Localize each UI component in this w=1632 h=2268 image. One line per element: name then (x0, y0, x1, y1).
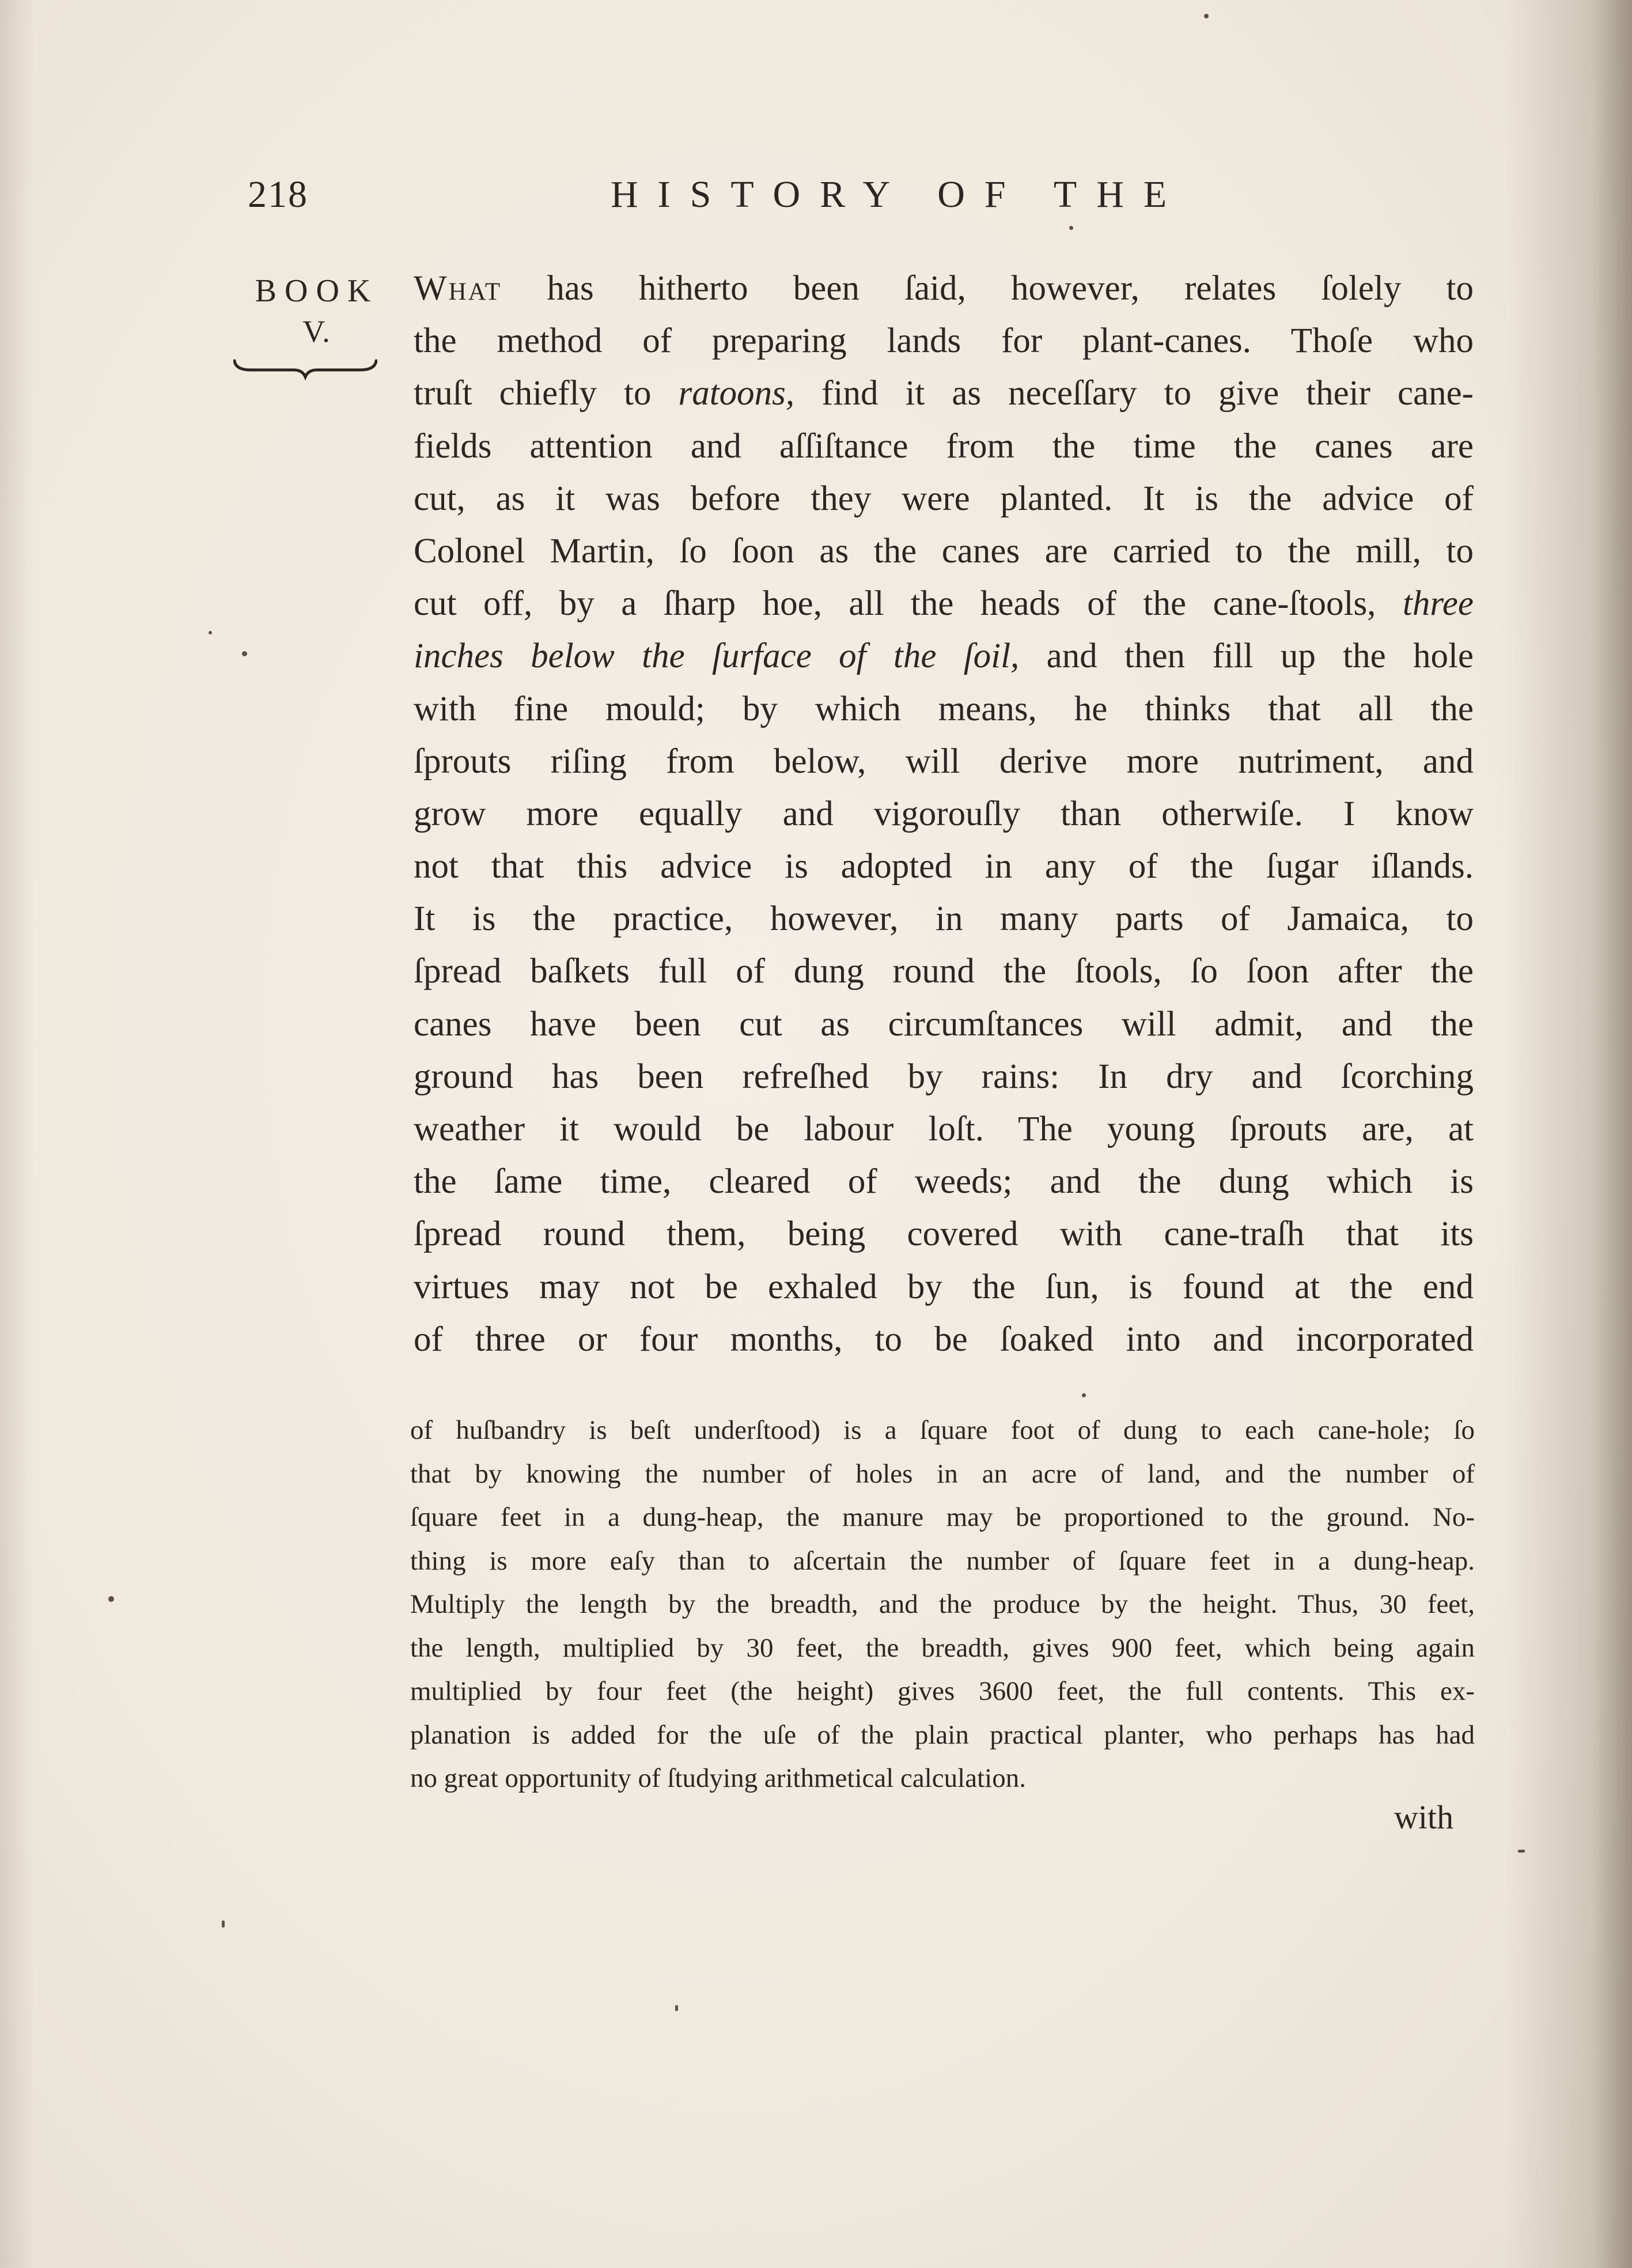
paper-speck (242, 651, 247, 656)
paper-speck (209, 631, 212, 634)
text-line: cut off, by a ſharp hoe, all the heads of the cane-ſtools, three (414, 584, 1474, 623)
paper-speck (1204, 14, 1209, 18)
page-header (0, 173, 1632, 242)
footnote (410, 1409, 1475, 1801)
text-line: weather it would be labour loſt. The young ſprouts are, at (414, 1110, 1474, 1148)
opening-word: What (414, 269, 502, 308)
footnote-line: ſquare feet in a dung-heap, the manure may be proportioned to the ground. No- (410, 1502, 1475, 1532)
main-text-body (414, 262, 1474, 1366)
text-line: canes have been cut as circumſtances will admit, and the (414, 1004, 1474, 1044)
text-line: ground has been refreſhed by rains: In dry and ſcorching (414, 1057, 1474, 1096)
text-line: grow more equally and vigorouſly than otherwiſe. I know (414, 794, 1474, 833)
book-word: BOOK (255, 273, 379, 309)
footnote-line: thing is more eaſy than to aſcertain the number of ſquare feet in a dung-heap. (410, 1545, 1475, 1576)
text-line: the ſame time, cleared of weeds; and the dung which is (414, 1162, 1474, 1201)
italic-phrase: three (1402, 584, 1474, 623)
text-line: fields attention and aſſiſtance from the time the canes are (414, 426, 1474, 466)
text-line: inches below the ſurface of the ſoil, and then fill up the hole (414, 637, 1474, 676)
footnote-line: no great opportunity of ſtudying arithmetical calculation. (410, 1763, 1026, 1793)
margin-book-label (248, 271, 386, 351)
text-line: ſprouts riſing from below, will derive more nutriment, and (414, 742, 1474, 781)
footnote-line: the length, multiplied by 30 feet, the breadth, gives 900 feet, which being again (410, 1632, 1475, 1663)
italic-term: ratoons, (678, 374, 795, 413)
text-line: Colonel Martin, ſo ſoon as the canes are carried to the mill, to (414, 531, 1474, 570)
footnote-line: multiplied by four feet (the height) gives 3600 feet, the full contents. This ex- (410, 1676, 1475, 1706)
paper-speck (1069, 226, 1073, 230)
paper-speck (1082, 1393, 1086, 1397)
text-line: ſpread baſkets full of dung round the ſtools, ſo ſoon after the (414, 952, 1474, 991)
footnote-line: planation is added for the uſe of the plain practical planter, who perhaps has had (410, 1719, 1475, 1750)
page-number: 218 (248, 173, 308, 216)
text-line: cut, as it was before they were planted. It is the advice of (414, 479, 1474, 518)
paper-speck (222, 1921, 225, 1927)
text-line: of three or four months, to be ſoaked into and incorporated (414, 1320, 1474, 1359)
paper-speck (108, 1596, 114, 1602)
footnote-line: of huſbandry is beſt underſtood) is a ſquare foot of dung to each cane-hole; ſo (410, 1415, 1475, 1445)
margin-brace-ornament (233, 357, 377, 380)
text-line: with fine mould; by which means, he thinks that all the (414, 689, 1474, 728)
paper-speck (1518, 1850, 1525, 1853)
text-line: not that this advice is adopted in any of the ſugar iſlands. (414, 847, 1474, 886)
text-line: the method of preparing lands for plant-canes. Thoſe who (414, 322, 1474, 361)
text-line: truſt chiefly to ratoons, find it as neceſſary to give their cane- (414, 374, 1474, 413)
book-number: V. (302, 314, 331, 349)
footnote-line: Multiply the length by the breadth, and the produce by the height. Thus, 30 feet, (410, 1589, 1475, 1619)
footnote-line: that by knowing the number of holes in an acre of land, and the number of (410, 1458, 1475, 1489)
paper-speck (675, 2005, 678, 2011)
running-head: HISTORY OF THE (611, 173, 1187, 216)
text-line: virtues may not be exhaled by the ſun, is found at the end (414, 1267, 1474, 1306)
text-line: It is the practice, however, in many parts of Jamaica, to (414, 899, 1474, 939)
italic-phrase: inches below the ſurface of the ſoil, (414, 637, 1020, 676)
text-line: What has hitherto been ſaid, however, relates ſolely to (414, 269, 1474, 308)
catchword: with (1394, 1798, 1454, 1836)
text-line: ſpread round them, being covered with cane-traſh that its (414, 1215, 1474, 1254)
